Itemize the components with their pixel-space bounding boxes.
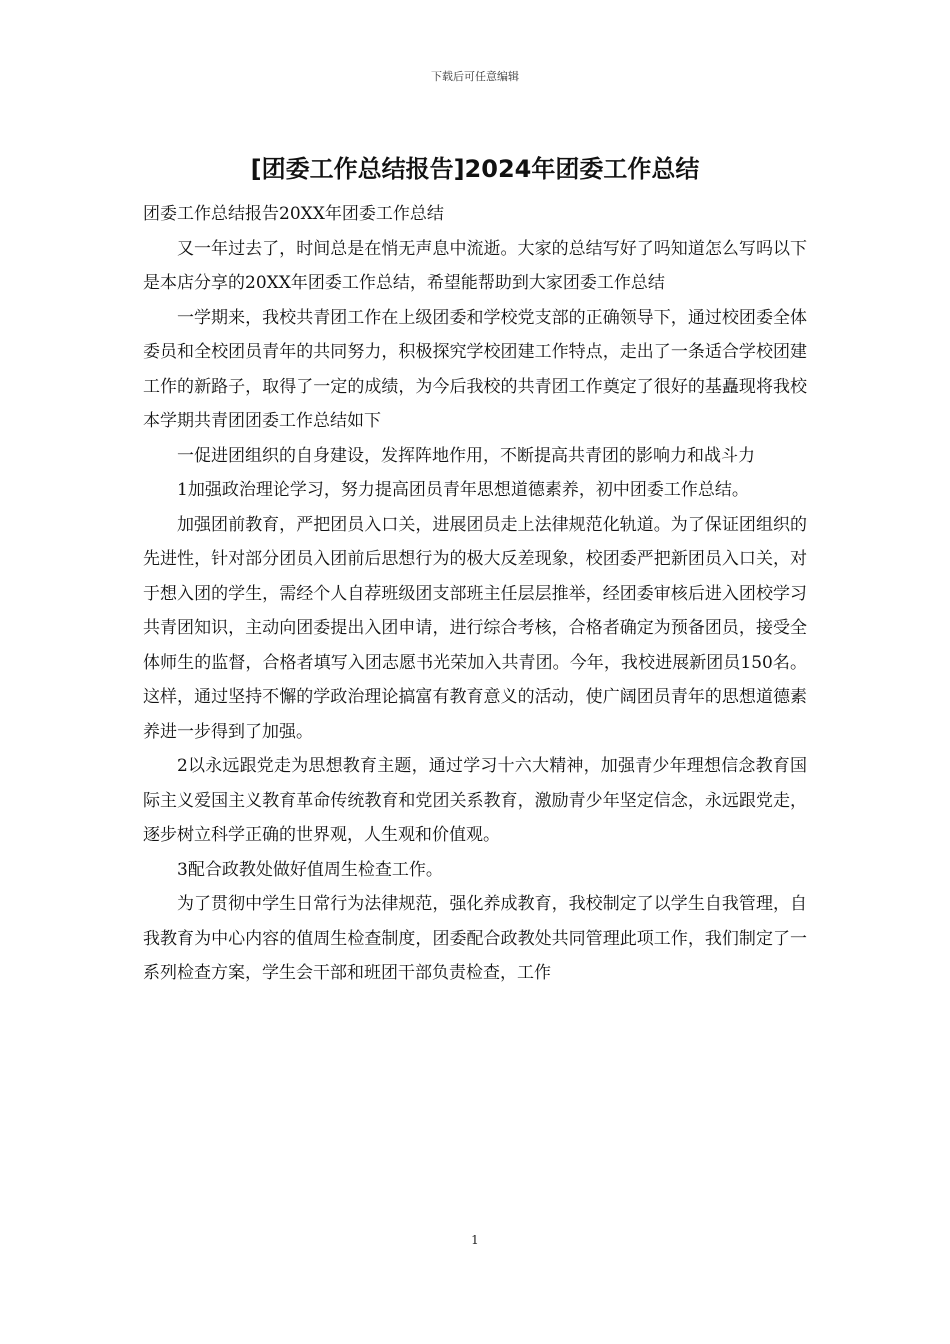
paragraph: 为了贯彻中学生日常行为法律规范，强化养成教育，我校制定了以学生自我管理，自我教育为中心内容的值周生检查制度，团委配合政教处共同管理此项工作，我们制定了一系列检查方案，学生会干部和班团干部负责检查，工作 (143, 894, 807, 983)
header-note: 下载后可任意编辑 (431, 70, 519, 83)
document-body (143, 197, 807, 991)
paragraph: 一促进团组织的自身建设，发挥阵地作用，不断提高共青团的影响力和战斗力 (177, 445, 755, 466)
paragraph: 1加强政治理论学习，努力提高团员青年思想道德素养，初中团委工作总结。 (177, 480, 749, 500)
paragraph: 2以永远跟党走为思想教育主题，通过学习十六大精神，加强青少年理想信念教育国际主义爱国主义教育革命传统教育和党团关系教育，激励青少年坚定信念，永远跟党走，逐步树立科学正确的世界观，人生观和价值观。 (143, 756, 807, 845)
paragraph: 又一年过去了，时间总是在悄无声息中流逝。大家的总结写好了吗知道怎么写吗以下是本店分享的20XX年团委工作总结，希望能帮助到大家团委工作总结 (143, 238, 807, 293)
page-number: 1 (471, 1233, 479, 1247)
document-title: [团委工作总结报告]2024年团委工作总结 (250, 155, 700, 183)
paragraph: 3配合政教处做好值周生检查工作。 (177, 859, 443, 880)
paragraph: 一学期来，我校共青团工作在上级团委和学校党支部的正确领导下，通过校团委全体委员和全校团员青年的共同努力，积极探究学校团建工作特点，走出了一条适合学校团建工作的新路子，取得了一定的成绩，为今后我校的共青团工作奠定了很好的基矗现将我校本学期共青团团委工作总结如下 (143, 307, 807, 431)
paragraph: 加强团前教育，严把团员入口关，进展团员走上法律规范化轨道。为了保证团组织的先进性，针对部分团员入团前后思想行为的极大反差现象，校团委严把新团员入口关，对于想入团的学生，需经个人自荐班级团支部班主任层层推举，经团委审核后进入团校学习共青团知识，主动向团委提出入团申请，进行综合考核，合格者确定为预备团员，接受全体师生的监督，合格者填写入团志愿书光荣加入共青团。今年，我校进展新团员150名。这样，通过坚持不懈的学政治理论搞富有教育意义的活动，使广阔团员青年的思想道德素养进一步得到了加强。 (143, 514, 807, 742)
paragraph: 团委工作总结报告20XX年团委工作总结 (143, 204, 444, 224)
